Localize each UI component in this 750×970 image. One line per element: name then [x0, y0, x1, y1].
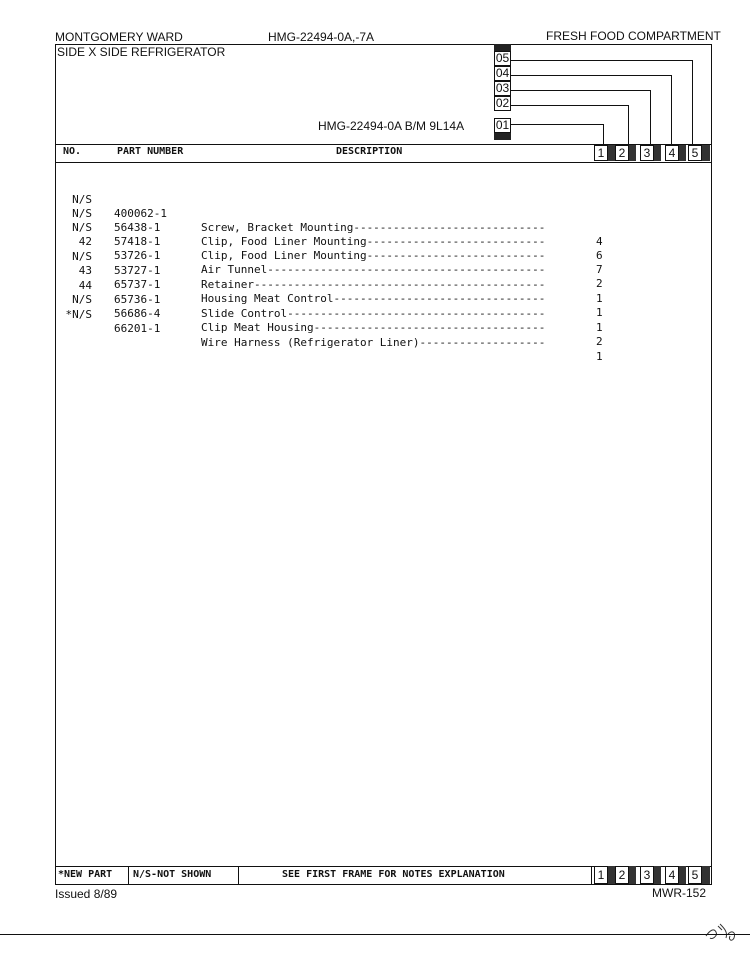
connector-line	[511, 105, 628, 106]
item-part-number: 56438-1	[114, 221, 161, 234]
version-box-02: 02	[495, 96, 510, 110]
connector-line	[628, 105, 629, 145]
version-number-5: 5	[688, 145, 702, 161]
version-box-03: 03	[495, 81, 510, 95]
version-gap	[654, 866, 661, 884]
item-no: *N/S	[65, 308, 92, 321]
model-number: HMG-22494-0A,-7A	[268, 30, 375, 44]
connector-line	[692, 60, 693, 145]
item-no: N/S	[72, 193, 92, 206]
item-description: Screw, Bracket Mounting-----------------------------	[201, 221, 546, 234]
item-description: Air Tunnel------------------------------------------	[201, 263, 546, 276]
footer-divider	[128, 867, 129, 885]
item-part-number: 65737-1	[114, 278, 161, 291]
issued-date: Issued 8/89	[55, 887, 118, 901]
column-part-number: PART NUMBER	[117, 146, 184, 157]
item-description: Clip, Food Liner Mounting---------------------------	[201, 249, 546, 262]
item-qty: 2	[596, 277, 603, 290]
item-no: N/S	[72, 207, 92, 220]
version-gap	[654, 145, 661, 161]
connector-line	[511, 124, 603, 125]
item-no: 43	[78, 264, 92, 277]
item-no: N/S	[72, 293, 92, 306]
ladder-tick	[494, 44, 511, 51]
notes-explanation: SEE FIRST FRAME FOR NOTES EXPLANATION	[282, 869, 505, 880]
item-no: N/S	[72, 221, 92, 234]
footer-divider	[591, 867, 592, 885]
footer-version-5: 5	[688, 866, 702, 884]
version-gap	[629, 145, 636, 161]
column-description: DESCRIPTION	[336, 146, 403, 157]
item-part-number: 57418-1	[114, 235, 161, 248]
legend-not-shown: N/S-NOT SHOWN	[133, 869, 212, 880]
footer-divider	[238, 867, 239, 885]
item-part-number: 53726-1	[114, 249, 161, 262]
connector-line	[603, 124, 604, 145]
page-code: MWR-152	[652, 886, 707, 900]
footer-version-1: 1	[594, 866, 608, 884]
item-qty: 1	[596, 292, 603, 305]
item-description: Clip, Food Liner Mounting---------------------------	[201, 235, 546, 248]
item-part-number: 66201-1	[114, 322, 161, 335]
page-frame	[55, 44, 712, 885]
item-qty: 2	[596, 335, 603, 348]
bom-label: HMG-22494-0A B/M 9L14A	[318, 119, 465, 133]
footer-version-4: 4	[665, 866, 679, 884]
version-box-04: 04	[495, 66, 510, 80]
footer-version-3: 3	[640, 866, 654, 884]
version-number-1: 1	[594, 145, 608, 161]
version-number-3: 3	[640, 145, 654, 161]
footer-version-2: 2	[615, 866, 629, 884]
version-number-4: 4	[665, 145, 679, 161]
item-description: Slide Control---------------------------------------	[201, 307, 546, 320]
version-gap	[702, 145, 710, 161]
version-box-05: 05	[495, 51, 510, 65]
item-part-number: 400062-1	[114, 207, 167, 220]
product-subtitle: SIDE X SIDE REFRIGERATOR	[57, 45, 226, 59]
connector-line	[511, 75, 671, 76]
connector-line	[511, 90, 650, 91]
version-gap	[608, 866, 615, 884]
item-no: N/S	[72, 250, 92, 263]
brand-name: MONTGOMERY WARD	[55, 30, 183, 44]
item-description: Wire Harness (Refrigerator Liner)-------------------	[201, 336, 546, 349]
item-description: Clip Meat Housing-----------------------------------	[201, 321, 546, 334]
item-description: Housing Meat Control--------------------------------	[201, 292, 546, 305]
bottom-rule	[0, 934, 750, 935]
handwritten-mark	[700, 918, 740, 944]
item-qty: 1	[596, 350, 603, 363]
item-part-number: 53727-1	[114, 264, 161, 277]
legend-new-part: *NEW PART	[58, 869, 113, 880]
connector-line	[650, 90, 651, 145]
version-gap	[629, 866, 636, 884]
version-gap	[679, 145, 686, 161]
version-gap	[679, 866, 686, 884]
item-qty: 1	[596, 321, 603, 334]
version-gap	[702, 866, 710, 884]
version-number-2: 2	[615, 145, 629, 161]
version-gap	[608, 145, 615, 161]
connector-line	[511, 60, 692, 61]
item-part-number: 65736-1	[114, 293, 161, 306]
ladder-tick	[494, 133, 511, 140]
connector-line	[671, 75, 672, 145]
item-no: 42	[78, 235, 92, 248]
item-qty: 1	[596, 306, 603, 319]
item-qty: 7	[596, 263, 603, 276]
item-qty: 6	[596, 249, 603, 262]
section-title: FRESH FOOD COMPARTMENT	[546, 29, 721, 43]
column-no: NO.	[63, 146, 82, 157]
item-description: Retainer--------------------------------------------	[201, 278, 546, 291]
version-box-01: 01	[495, 118, 510, 132]
item-qty: 4	[596, 235, 603, 248]
item-part-number: 56686-4	[114, 307, 161, 320]
item-no: 44	[78, 279, 92, 292]
